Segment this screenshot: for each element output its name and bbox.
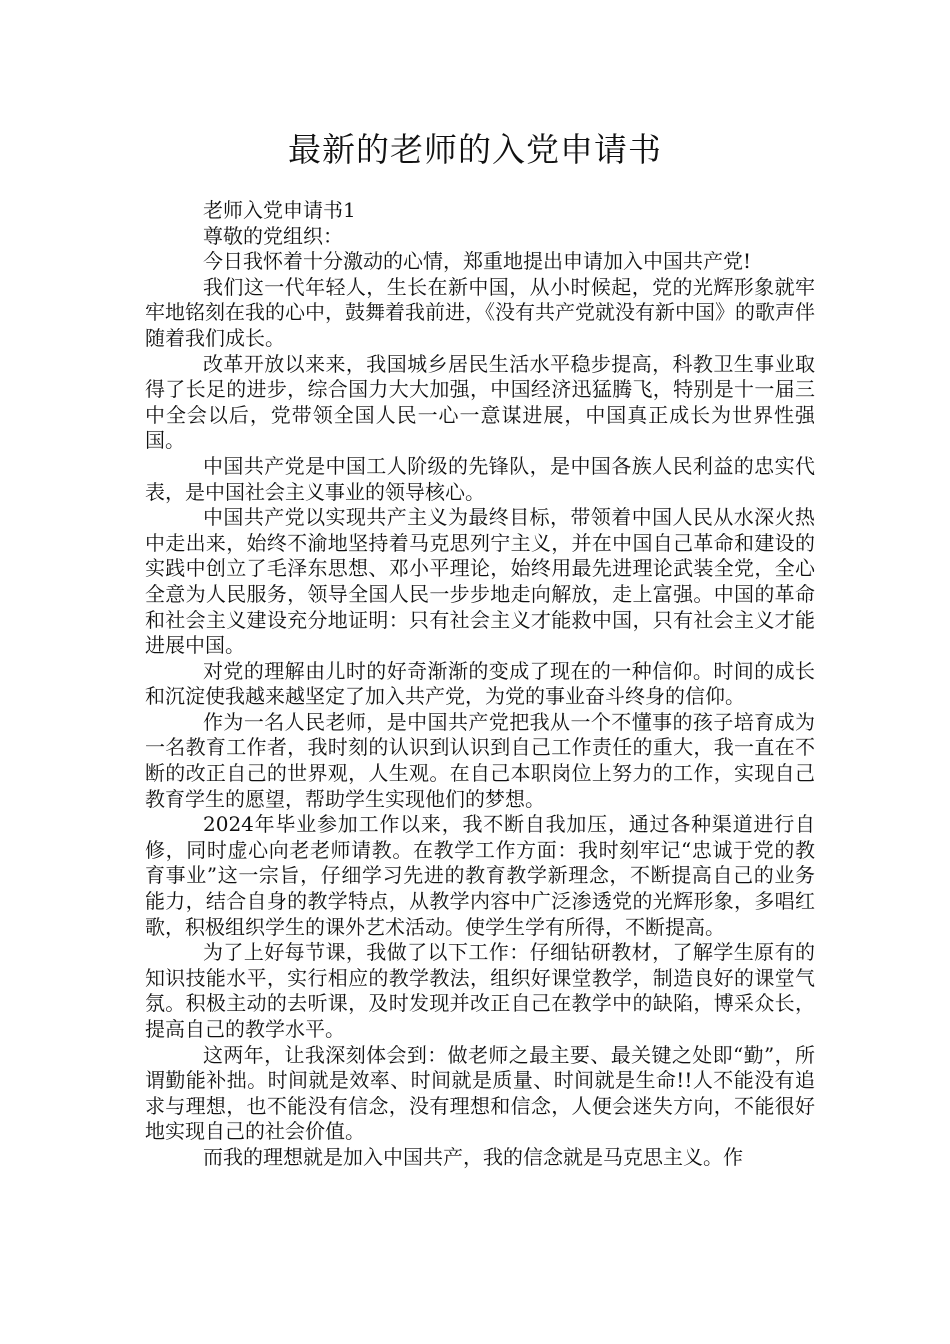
paragraph-subtitle: 老师入党申请书1: [203, 198, 356, 222]
paragraph: 而我的理想就是加入中国共产，我的信念就是马克思主义。作: [203, 1144, 743, 1169]
paragraph: 这两年，让我深刻体会到：做老师之最主要、最关键之处即“勤”，所谓勤能补拙。时间就是效率、时间就是质量、时间就是生命!!人不能没有追求与理想，也不能没有信念，没有理想和信念，人便会迷失方向，不能很好地实现自己的社会价值。: [145, 1042, 815, 1144]
document-title: 最新的老师的入党申请书: [288, 130, 662, 169]
document-body: [145, 198, 815, 1171]
paragraph: 为了上好每节课，我做了以下工作：仔细钻研教材，了解学生原有的知识技能水平，实行相应的教学教法，组织好课堂教学，制造良好的课堂气氛。积极主动的去听课，及时发现并改正自己在教学中的缺陷，博采众长，提高自己的教学水平。: [145, 940, 815, 1041]
paragraph: 对党的理解由儿时的好奇渐渐的变成了现在的一种信仰。时间的成长和沉淀使我越来越坚定了加入共产党，为党的事业奋斗终身的信仰。: [145, 658, 815, 709]
paragraph: 作为一名人民老师，是中国共产党把我从一个不懂事的孩子培育成为一名教育工作者，我时刻的认识到认识到自己工作责任的重大，我一直在不断的改正自己的世界观，人生观。在自己本职岗位上努力的工作，实现自己教育学生的愿望，帮助学生实现他们的梦想。: [145, 709, 815, 811]
paragraph: 今日我怀着十分激动的心情，郑重地提出申请加入中国共产党!: [203, 249, 752, 274]
paragraph: 中国共产党以实现共产主义为最终目标，带领着中国人民从水深火热中走出来，始终不渝地坚持着马克思列宁主义，并在中国自己革命和建设的实践中创立了毛泽东思想、邓小平理论，始终用最先进理论武装全党，全心全意为人民服务，领导全国人民一步步地走向解放，走上富强。中国的革命和社会主义建设充分地证明：只有社会主义才能救中国，只有社会主义才能进展中国。: [145, 505, 815, 658]
paragraph-salutation: 尊敬的党组织：: [203, 223, 343, 248]
paragraph: 2024年毕业参加工作以来，我不断自我加压，通过各种渠道进行自修，同时虚心向老老师请教。在教学工作方面：我时刻牢记“忠诚于党的教育事业”这一宗旨，仔细学习先进的教育教学新理念，不断提高自己的业务能力，结合自身的教学特点，从教学内容中广泛渗透党的光辉形象，多唱红歌，积极组织学生的课外艺术活动。使学生学有所得，不断提高。: [145, 812, 815, 939]
paragraph: 我们这一代年轻人，生长在新中国，从小时候起，党的光辉形象就牢牢地铭刻在我的心中，鼓舞着我前进，《没有共产党就没有新中国》的歌声伴随着我们成长。: [145, 274, 815, 350]
paragraph: 中国共产党是中国工人阶级的先锋队，是中国各族人民利益的忠实代表，是中国社会主义事业的领导核心。: [145, 453, 815, 504]
paragraph: 改革开放以来来，我国城乡居民生活水平稳步提高，科教卫生事业取得了长足的进步，综合国力大大加强，中国经济迅猛腾飞，特别是十一届三中全会以后，党带领全国人民一心一意谋进展，中国真正成长为世界性强国。: [145, 351, 815, 453]
